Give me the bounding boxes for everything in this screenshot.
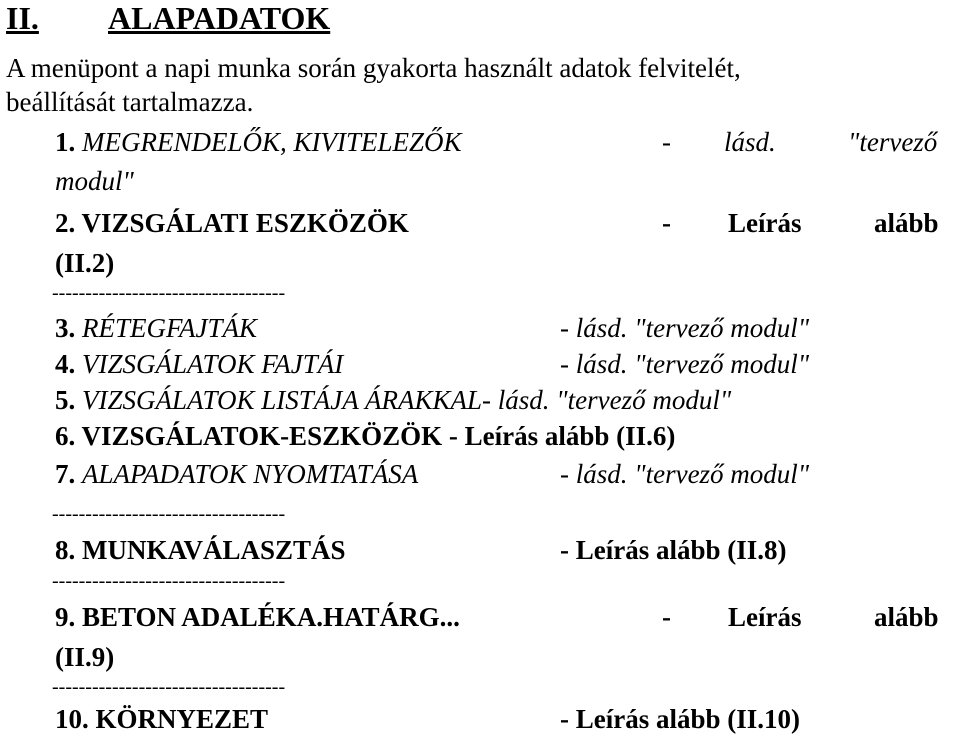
list-item-3-ref: - lásd. "tervező modul" [560, 313, 810, 343]
section-title: ALAPADATOK [108, 0, 331, 36]
list-item-1-ref: lásd. [724, 127, 776, 157]
list-item-2-ref2: alább [874, 208, 939, 238]
list-item-9-ref2: alább [874, 602, 939, 632]
list-item-9-label: 9. BETON ADALÉKA.HATÁRG... [55, 602, 460, 632]
list-item-6-label: 6. VIZSGÁLATOK-ESZKÖZÖK - Leírás alább (II.6) [55, 421, 676, 451]
list-item-5: 5. VIZSGÁLATOK LISTÁJA ÁRAKKAL- lásd. "tervező modul" [55, 385, 732, 415]
list-item-4-ref: - lásd. "tervező modul" [560, 349, 810, 379]
separator-4: ----------------------------------- [52, 676, 286, 698]
list-item-1-ref2: "tervező [848, 127, 938, 157]
list-item-9-dash: - [662, 602, 671, 632]
list-item-1-cont: modul" [55, 166, 134, 196]
separator-3: ----------------------------------- [52, 570, 286, 592]
separator-2: ----------------------------------- [52, 503, 286, 525]
list-item-2-label: 2. VIZSGÁLATI ESZKÖZÖK [55, 208, 409, 238]
list-item-1-dash: - [662, 127, 671, 157]
list-item-9-cont: (II.9) [55, 642, 115, 672]
list-item-10-ref: - Leírás alább (II.10) [560, 704, 801, 734]
list-item-4: 4. VIZSGÁLATOK FAJTÁI [55, 349, 344, 379]
separator-1: ----------------------------------- [52, 282, 286, 304]
section-number: II. [6, 0, 39, 36]
list-item-8-ref: - Leírás alább (II.8) [560, 535, 787, 565]
list-item-9-ref: Leírás [728, 602, 802, 632]
list-item-2-cont: (II.2) [55, 248, 115, 278]
list-item-7: 7. ALAPADATOK NYOMTATÁSA [55, 459, 419, 489]
list-item-1: 1. MEGRENDELŐK, KIVITELEZŐK [55, 127, 462, 157]
intro-line-1: A menüpont a napi munka során gyakorta használt adatok felvitelét, [6, 53, 741, 83]
list-item-7-ref: - lásd. "tervező modul" [560, 459, 810, 489]
intro-line-2: beállítását tartalmazza. [6, 87, 254, 117]
list-item-10-label: 10. KÖRNYEZET [55, 704, 269, 734]
list-item-3: 3. RÉTEGFAJTÁK [55, 313, 257, 343]
list-item-2-dash: - [662, 208, 671, 238]
list-item-8-label: 8. MUNKAVÁLASZTÁS [55, 535, 346, 565]
list-item-2-ref: Leírás [728, 208, 802, 238]
